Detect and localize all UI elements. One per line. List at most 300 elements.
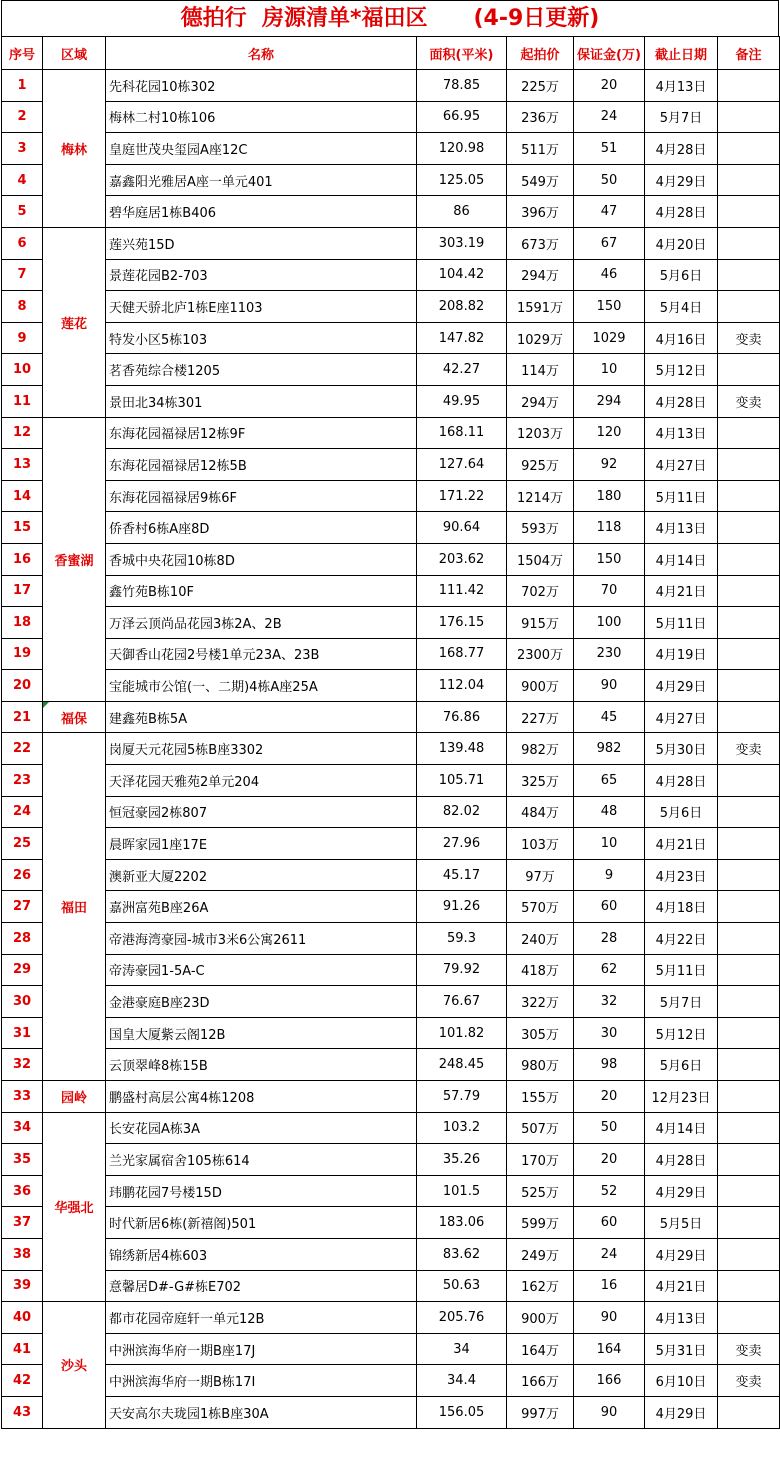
deposit: 62: [574, 954, 645, 986]
district-cell: 华强北: [43, 1112, 106, 1302]
start-price: 900万: [507, 670, 574, 702]
table-row: [2, 1112, 780, 1144]
table-row: [2, 164, 780, 196]
note: [718, 1270, 780, 1302]
row-index: 19: [2, 638, 43, 670]
deadline: 4月13日: [645, 1302, 718, 1334]
start-price: 114万: [507, 354, 574, 386]
start-price: 507万: [507, 1112, 574, 1144]
note: [718, 765, 780, 797]
table-row: [2, 101, 780, 133]
row-index: 20: [2, 670, 43, 702]
row-index: 5: [2, 196, 43, 228]
property-name: 玮鹏花园7号楼15D: [106, 1175, 417, 1207]
property-name: 恒冠豪园2栋807: [106, 796, 417, 828]
row-index: 22: [2, 733, 43, 765]
area-size: 76.86: [417, 701, 507, 733]
row-index: 15: [2, 512, 43, 544]
note: [718, 1302, 780, 1334]
start-price: 236万: [507, 101, 574, 133]
start-price: 525万: [507, 1175, 574, 1207]
table-row: [2, 796, 780, 828]
table-row: [2, 291, 780, 323]
row-index: 34: [2, 1112, 43, 1144]
start-price: 418万: [507, 954, 574, 986]
note: [718, 133, 780, 165]
property-name: 云顶翠峰8栋15B: [106, 1049, 417, 1081]
area-size: 127.64: [417, 449, 507, 481]
area-size: 125.05: [417, 164, 507, 196]
property-name: 莲兴苑15D: [106, 227, 417, 259]
deposit: 294: [574, 385, 645, 417]
note: [718, 196, 780, 228]
start-price: 249万: [507, 1238, 574, 1270]
start-price: 599万: [507, 1207, 574, 1239]
start-price: 1029万: [507, 322, 574, 354]
district-cell: 福田: [43, 733, 106, 1081]
deposit: 9: [574, 859, 645, 891]
deposit: 230: [574, 638, 645, 670]
note: [718, 701, 780, 733]
note: [718, 70, 780, 102]
deposit: 50: [574, 164, 645, 196]
start-price: 673万: [507, 227, 574, 259]
note: [718, 891, 780, 923]
row-index: 40: [2, 1302, 43, 1334]
note: [718, 986, 780, 1018]
table-row: [2, 1207, 780, 1239]
table-row: [2, 449, 780, 481]
table-row: [2, 512, 780, 544]
deadline: 5月7日: [645, 986, 718, 1018]
row-index: 33: [2, 1081, 43, 1113]
property-name: 帝涛豪园1-5A-C: [106, 954, 417, 986]
deadline: 4月29日: [645, 1175, 718, 1207]
row-index: 18: [2, 607, 43, 639]
start-price: 164万: [507, 1333, 574, 1365]
row-index: 35: [2, 1144, 43, 1176]
area-size: 82.02: [417, 796, 507, 828]
property-name: 东海花园福禄居12栋9F: [106, 417, 417, 449]
deposit: 28: [574, 923, 645, 955]
start-price: 484万: [507, 796, 574, 828]
area-size: 35.26: [417, 1144, 507, 1176]
property-name: 澳新亚大厦2202: [106, 859, 417, 891]
deadline: 5月6日: [645, 259, 718, 291]
start-price: 97万: [507, 859, 574, 891]
deposit: 98: [574, 1049, 645, 1081]
table-row: [2, 765, 780, 797]
deposit: 65: [574, 765, 645, 797]
start-price: 900万: [507, 1302, 574, 1334]
row-index: 8: [2, 291, 43, 323]
deadline: 4月29日: [645, 670, 718, 702]
property-name: 兰光家属宿舍105栋614: [106, 1144, 417, 1176]
table-row: [2, 417, 780, 449]
area-size: 66.95: [417, 101, 507, 133]
header-deposit: 保证金(万): [574, 37, 645, 70]
deadline: 12月23日: [645, 1081, 718, 1113]
deadline: 4月28日: [645, 196, 718, 228]
table-row: [2, 670, 780, 702]
property-name: 鹏盛村高层公寓4栋1208: [106, 1081, 417, 1113]
row-index: 12: [2, 417, 43, 449]
area-size: 183.06: [417, 1207, 507, 1239]
table-row: [2, 227, 780, 259]
header-name: 名称: [106, 37, 417, 70]
row-index: 28: [2, 923, 43, 955]
table-row: [2, 133, 780, 165]
row-index: 41: [2, 1333, 43, 1365]
deposit: 20: [574, 1144, 645, 1176]
district-cell: 福保: [43, 701, 106, 733]
deposit: 70: [574, 575, 645, 607]
note: 变卖: [718, 733, 780, 765]
note: [718, 1175, 780, 1207]
start-price: 162万: [507, 1270, 574, 1302]
start-price: 1591万: [507, 291, 574, 323]
deadline: 5月31日: [645, 1333, 718, 1365]
start-price: 240万: [507, 923, 574, 955]
area-size: 156.05: [417, 1396, 507, 1428]
deadline: 4月27日: [645, 701, 718, 733]
row-index: 2: [2, 101, 43, 133]
district-cell: 莲花: [43, 227, 106, 417]
note: [718, 1396, 780, 1428]
table-row: [2, 701, 780, 733]
area-size: 78.85: [417, 70, 507, 102]
property-name: 宝能城市公馆(一、二期)4栋A座25A: [106, 670, 417, 702]
property-name: 天健天骄北庐1栋E座1103: [106, 291, 417, 323]
start-price: 294万: [507, 385, 574, 417]
start-price: 396万: [507, 196, 574, 228]
deposit: 32: [574, 986, 645, 1018]
header-row: [2, 37, 780, 70]
note: [718, 417, 780, 449]
table-row: [2, 354, 780, 386]
property-name: 帝港海湾豪园-城市3米6公寓2611: [106, 923, 417, 955]
deposit: 45: [574, 701, 645, 733]
table-row: [2, 322, 780, 354]
row-index: 13: [2, 449, 43, 481]
deadline: 6月10日: [645, 1365, 718, 1397]
area-size: 83.62: [417, 1238, 507, 1270]
table-row: [2, 1396, 780, 1428]
note: [718, 1049, 780, 1081]
deposit: 120: [574, 417, 645, 449]
property-name: 金港豪庭B座23D: [106, 986, 417, 1018]
note: [718, 543, 780, 575]
note: [718, 512, 780, 544]
property-name: 梅林二村10栋106: [106, 101, 417, 133]
property-name: 香城中央花园10栋8D: [106, 543, 417, 575]
row-index: 11: [2, 385, 43, 417]
table-row: [2, 923, 780, 955]
header-idx: 序号: [2, 37, 43, 70]
property-name: 万泽云顶尚品花园3栋2A、2B: [106, 607, 417, 639]
area-size: 45.17: [417, 859, 507, 891]
row-index: 6: [2, 227, 43, 259]
row-index: 30: [2, 986, 43, 1018]
table-row: [2, 1238, 780, 1270]
deadline: 5月6日: [645, 796, 718, 828]
deadline: 5月12日: [645, 1017, 718, 1049]
deposit: 118: [574, 512, 645, 544]
deadline: 4月21日: [645, 1270, 718, 1302]
start-price: 549万: [507, 164, 574, 196]
deposit: 90: [574, 1396, 645, 1428]
row-index: 38: [2, 1238, 43, 1270]
area-size: 168.11: [417, 417, 507, 449]
start-price: 1504万: [507, 543, 574, 575]
deadline: 5月30日: [645, 733, 718, 765]
start-price: 325万: [507, 765, 574, 797]
note: [718, 1238, 780, 1270]
note: 变卖: [718, 322, 780, 354]
area-size: 79.92: [417, 954, 507, 986]
deadline: 5月5日: [645, 1207, 718, 1239]
deposit: 164: [574, 1333, 645, 1365]
deadline: 4月18日: [645, 891, 718, 923]
start-price: 593万: [507, 512, 574, 544]
note: [718, 1144, 780, 1176]
deposit: 48: [574, 796, 645, 828]
area-size: 86: [417, 196, 507, 228]
row-index: 36: [2, 1175, 43, 1207]
area-size: 50.63: [417, 1270, 507, 1302]
property-name: 国皇大厦紫云阁12B: [106, 1017, 417, 1049]
area-size: 147.82: [417, 322, 507, 354]
property-name: 景莲花园B2-703: [106, 259, 417, 291]
property-name: 东海花园福禄居12栋5B: [106, 449, 417, 481]
start-price: 982万: [507, 733, 574, 765]
property-name: 侨香村6栋A座8D: [106, 512, 417, 544]
deadline: 4月29日: [645, 1238, 718, 1270]
start-price: 170万: [507, 1144, 574, 1176]
property-name: 天安高尔夫珑园1栋B座30A: [106, 1396, 417, 1428]
deposit: 150: [574, 543, 645, 575]
start-price: 915万: [507, 607, 574, 639]
property-name: 先科花园10栋302: [106, 70, 417, 102]
area-size: 205.76: [417, 1302, 507, 1334]
table-row: [2, 259, 780, 291]
area-size: 103.2: [417, 1112, 507, 1144]
deadline: 5月11日: [645, 954, 718, 986]
deposit: 100: [574, 607, 645, 639]
area-size: 34: [417, 1333, 507, 1365]
property-name: 中洲滨海华府一期B座17J: [106, 1333, 417, 1365]
deadline: 4月21日: [645, 575, 718, 607]
note: [718, 796, 780, 828]
note: [718, 1017, 780, 1049]
start-price: 1214万: [507, 480, 574, 512]
area-size: 139.48: [417, 733, 507, 765]
table-row: [2, 1333, 780, 1365]
property-name: 鑫竹苑B栋10F: [106, 575, 417, 607]
property-name: 景田北34栋301: [106, 385, 417, 417]
note: [718, 259, 780, 291]
property-name: 嘉鑫阳光雅居A座一单元401: [106, 164, 417, 196]
area-size: 42.27: [417, 354, 507, 386]
deposit: 51: [574, 133, 645, 165]
area-size: 303.19: [417, 227, 507, 259]
row-index: 1: [2, 70, 43, 102]
row-index: 4: [2, 164, 43, 196]
header-size: 面积(平米): [417, 37, 507, 70]
deadline: 5月6日: [645, 1049, 718, 1081]
table-row: [2, 1081, 780, 1113]
row-index: 37: [2, 1207, 43, 1239]
start-price: 2300万: [507, 638, 574, 670]
note: [718, 1112, 780, 1144]
property-name: 东海花园福禄居9栋6F: [106, 480, 417, 512]
start-price: 1203万: [507, 417, 574, 449]
property-name: 茗香苑综合楼1205: [106, 354, 417, 386]
note: [718, 480, 780, 512]
row-index: 24: [2, 796, 43, 828]
row-index: 26: [2, 859, 43, 891]
deadline: 4月21日: [645, 828, 718, 860]
deposit: 52: [574, 1175, 645, 1207]
deadline: 4月13日: [645, 417, 718, 449]
note: [718, 859, 780, 891]
property-name: 中洲滨海华府一期B栋17I: [106, 1365, 417, 1397]
row-index: 42: [2, 1365, 43, 1397]
deposit: 24: [574, 101, 645, 133]
row-index: 9: [2, 322, 43, 354]
property-name: 皇庭世茂央玺园A座12C: [106, 133, 417, 165]
table-row: [2, 543, 780, 575]
row-index: 39: [2, 1270, 43, 1302]
property-name: 天泽花园天雅苑2单元204: [106, 765, 417, 797]
deadline: 5月4日: [645, 291, 718, 323]
table-row: [2, 1144, 780, 1176]
district-cell: 梅林: [43, 70, 106, 228]
table-row: [2, 986, 780, 1018]
property-name: 岗厦天元花园5栋B座3302: [106, 733, 417, 765]
deadline: 4月16日: [645, 322, 718, 354]
area-size: 208.82: [417, 291, 507, 323]
area-size: 59.3: [417, 923, 507, 955]
start-price: 980万: [507, 1049, 574, 1081]
note: [718, 164, 780, 196]
note: 变卖: [718, 1365, 780, 1397]
deposit: 92: [574, 449, 645, 481]
property-name: 意馨居D#-G#栋E702: [106, 1270, 417, 1302]
sheet-title: 德拍行 房源清单*福田区 (4-9日更新): [1, 0, 779, 36]
deposit: 90: [574, 670, 645, 702]
property-name: 长安花园A栋3A: [106, 1112, 417, 1144]
table-row: [2, 1365, 780, 1397]
deadline: 5月12日: [645, 354, 718, 386]
area-size: 49.95: [417, 385, 507, 417]
district-cell: 园岭: [43, 1081, 106, 1113]
deadline: 4月27日: [645, 449, 718, 481]
area-size: 203.62: [417, 543, 507, 575]
deposit: 60: [574, 1207, 645, 1239]
property-name: 嘉洲富苑B座26A: [106, 891, 417, 923]
deposit: 150: [574, 291, 645, 323]
header-area: 区域: [43, 37, 106, 70]
area-size: 105.71: [417, 765, 507, 797]
deadline: 4月28日: [645, 133, 718, 165]
row-index: 17: [2, 575, 43, 607]
area-size: 112.04: [417, 670, 507, 702]
note: [718, 1081, 780, 1113]
note: [718, 923, 780, 955]
deposit: 16: [574, 1270, 645, 1302]
area-size: 101.82: [417, 1017, 507, 1049]
area-size: 104.42: [417, 259, 507, 291]
start-price: 322万: [507, 986, 574, 1018]
area-size: 90.64: [417, 512, 507, 544]
deadline: 4月13日: [645, 70, 718, 102]
note: [718, 449, 780, 481]
property-name: 天御香山花园2号楼1单元23A、23B: [106, 638, 417, 670]
deposit: 30: [574, 1017, 645, 1049]
note: [718, 575, 780, 607]
header-deadline: 截止日期: [645, 37, 718, 70]
district-cell: 沙头: [43, 1302, 106, 1428]
deadline: 4月29日: [645, 1396, 718, 1428]
deadline: 4月28日: [645, 1144, 718, 1176]
deadline: 4月23日: [645, 859, 718, 891]
property-name: 都市花园帝庭轩一单元12B: [106, 1302, 417, 1334]
deadline: 4月20日: [645, 227, 718, 259]
table-row: [2, 607, 780, 639]
start-price: 294万: [507, 259, 574, 291]
deposit: 180: [574, 480, 645, 512]
deposit: 47: [574, 196, 645, 228]
area-size: 168.77: [417, 638, 507, 670]
deposit: 46: [574, 259, 645, 291]
row-index: 7: [2, 259, 43, 291]
deposit: 982: [574, 733, 645, 765]
deposit: 24: [574, 1238, 645, 1270]
property-name: 特发小区5栋103: [106, 322, 417, 354]
row-index: 14: [2, 480, 43, 512]
deadline: 4月28日: [645, 765, 718, 797]
note: [718, 828, 780, 860]
note: [718, 607, 780, 639]
row-index: 23: [2, 765, 43, 797]
start-price: 511万: [507, 133, 574, 165]
deadline: 4月19日: [645, 638, 718, 670]
start-price: 103万: [507, 828, 574, 860]
deadline: 5月11日: [645, 607, 718, 639]
deposit: 10: [574, 828, 645, 860]
note: [718, 954, 780, 986]
table-row: [2, 1017, 780, 1049]
table-row: [2, 1270, 780, 1302]
table-row: [2, 891, 780, 923]
start-price: 702万: [507, 575, 574, 607]
start-price: 166万: [507, 1365, 574, 1397]
start-price: 225万: [507, 70, 574, 102]
table-row: [2, 70, 780, 102]
deadline: 4月22日: [645, 923, 718, 955]
property-name: 晨晖家园1座17E: [106, 828, 417, 860]
deadline: 5月11日: [645, 480, 718, 512]
start-price: 570万: [507, 891, 574, 923]
deadline: 4月14日: [645, 543, 718, 575]
property-name: 碧华庭居1栋B406: [106, 196, 417, 228]
deposit: 90: [574, 1302, 645, 1334]
table-row: [2, 385, 780, 417]
area-size: 248.45: [417, 1049, 507, 1081]
row-index: 3: [2, 133, 43, 165]
area-size: 57.79: [417, 1081, 507, 1113]
